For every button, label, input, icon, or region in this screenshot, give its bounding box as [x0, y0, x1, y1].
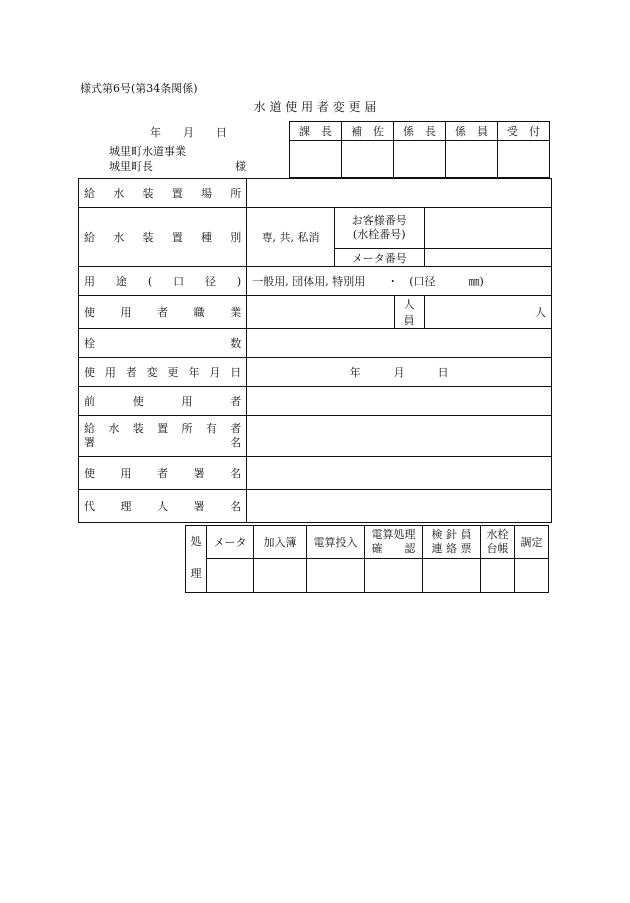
stamp-cell[interactable]: [498, 141, 550, 178]
agent-signature-field[interactable]: [247, 490, 552, 523]
stamp-cell[interactable]: [394, 141, 446, 178]
addressee-org: 城里町水道事業: [109, 145, 186, 158]
owner-signature-field[interactable]: [247, 416, 552, 457]
stamp-cell[interactable]: [290, 141, 342, 178]
type-options[interactable]: 専, 共, 私消: [247, 208, 335, 267]
proc-inspector-slip: [423, 526, 481, 559]
previous-user-label: 前使用者: [79, 387, 247, 416]
owner-signature-label-line2: 署名: [84, 436, 242, 449]
proc-adjustment: 調定: [515, 526, 549, 559]
proc-inspector-slip-line2: 連 絡 票: [431, 542, 472, 555]
processing-label: [186, 526, 207, 593]
processing-label-bottom: 理: [190, 567, 202, 580]
proc-adjustment-stamp[interactable]: [515, 559, 549, 593]
processing-table: [185, 525, 549, 593]
customer-number-label-line2: (水栓番号): [352, 228, 406, 241]
customer-number-label-line1: お客様番号: [351, 214, 407, 227]
proc-computer-input-stamp[interactable]: [307, 559, 365, 593]
owner-signature-label-line1: 給水装置所有者: [84, 422, 242, 435]
page-title: 水 道 使 用 者 変 更 届: [253, 100, 377, 114]
proc-inspector-slip-stamp[interactable]: [423, 559, 481, 593]
customer-number-label: [334, 208, 424, 249]
proc-meter-stamp[interactable]: [207, 559, 254, 593]
processing-label-top: 処: [190, 535, 202, 548]
main-form-table: [78, 178, 552, 523]
approval-stamp-table: [289, 121, 550, 178]
change-date-field[interactable]: 年 月 日: [247, 358, 552, 387]
people-unit: 人: [535, 306, 546, 319]
previous-user-field[interactable]: [247, 387, 552, 416]
proc-hydrant-ledger-stamp[interactable]: [481, 559, 515, 593]
meter-number-field[interactable]: [424, 249, 551, 267]
addressee-name: 城里町長: [109, 160, 153, 173]
people-field[interactable]: [424, 296, 551, 329]
proc-computer-check-line1: 電算処理: [371, 528, 416, 541]
tap-count-label: 栓数: [79, 329, 247, 358]
occupation-field[interactable]: [247, 296, 394, 329]
proc-register: 加入簿: [254, 526, 307, 559]
approval-header: 補 佐: [342, 122, 394, 141]
form-number: 様式第6号(第34条関係): [80, 82, 198, 95]
customer-number-field[interactable]: [424, 208, 551, 249]
proc-computer-check-line2: 確 認: [371, 542, 416, 555]
usage-options[interactable]: 一般用, 団体用, 特別用 ・ (口径 ㎜): [247, 267, 552, 296]
approval-header: 係 員: [446, 122, 498, 141]
proc-register-stamp[interactable]: [254, 559, 307, 593]
approval-header: 課 長: [290, 122, 342, 141]
proc-meter: メータ: [207, 526, 254, 559]
proc-computer-check-stamp[interactable]: [365, 559, 423, 593]
occupation-label: 使用者職業: [79, 296, 247, 329]
people-label: 人員: [394, 296, 424, 329]
owner-signature-label: [79, 416, 247, 457]
proc-hydrant-ledger-line2: 台帳: [486, 542, 509, 555]
change-date-label: 使用者変更年月日: [79, 358, 247, 387]
location-field[interactable]: [247, 179, 552, 208]
user-signature-label: 使用者署名: [79, 457, 247, 490]
tap-count-field[interactable]: [247, 329, 552, 358]
proc-hydrant-ledger-line1: 水栓: [486, 528, 509, 541]
proc-inspector-slip-line1: 検 針 員: [431, 528, 472, 541]
user-signature-field[interactable]: [247, 457, 552, 490]
approval-header: 受 付: [498, 122, 550, 141]
usage-label: 用途(口径): [79, 267, 247, 296]
approval-header: 係 長: [394, 122, 446, 141]
stamp-cell[interactable]: [446, 141, 498, 178]
proc-computer-input: 電算投入: [307, 526, 365, 559]
agent-signature-label: 代理人署名: [79, 490, 247, 523]
type-label: 給水装置種別: [79, 208, 247, 267]
honorific: 様: [235, 160, 246, 173]
submission-date: 年 月 日: [150, 126, 227, 139]
location-label: 給水装置場所: [79, 179, 247, 208]
stamp-cell[interactable]: [342, 141, 394, 178]
proc-computer-check: [365, 526, 423, 559]
proc-hydrant-ledger: [481, 526, 515, 559]
meter-number-label: メータ番号: [334, 249, 424, 267]
